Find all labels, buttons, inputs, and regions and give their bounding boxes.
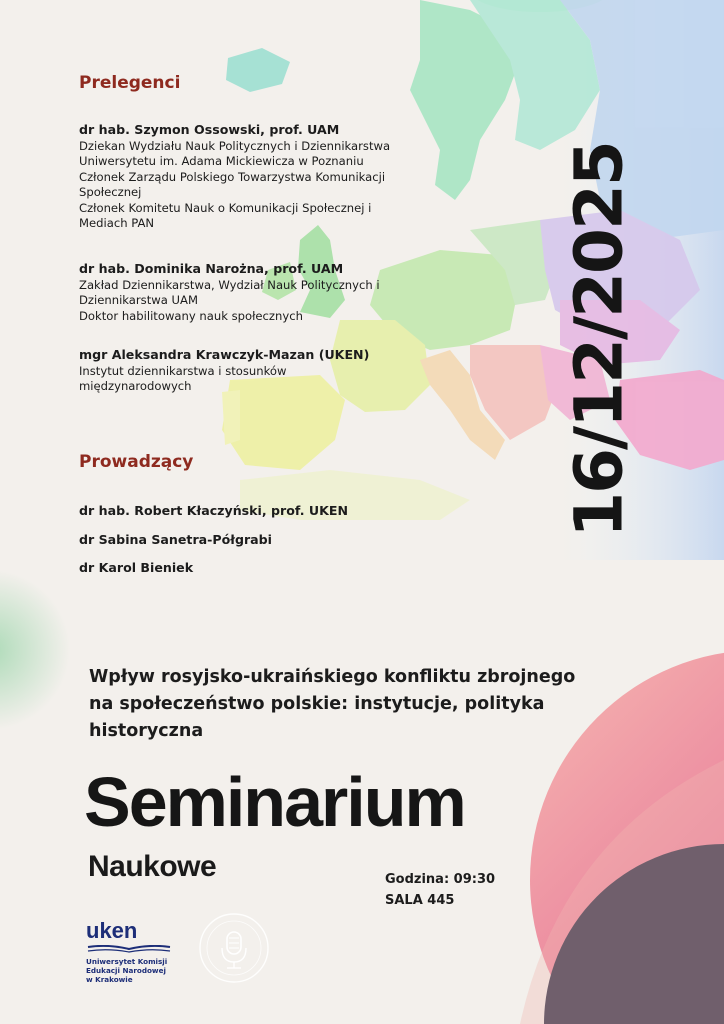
event-date-text: 16/12/2025 (560, 142, 638, 538)
poster-title: Seminarium (84, 763, 465, 841)
book-icon (86, 945, 172, 953)
host-name: dr Sabina Sanetra-Półgrabi (79, 532, 273, 547)
speaker-role-line: Członek Zarządu Polskiego Towarzystwa Komunikacji (79, 169, 386, 184)
speakers-heading: Prelegenci (79, 73, 181, 93)
uken-logo (86, 918, 182, 984)
speaker-role-line: międzynarodowych (79, 379, 192, 393)
seminar-topic (89, 664, 649, 745)
speaker-2 (79, 261, 459, 324)
speaker-3 (79, 347, 459, 395)
host-name: dr Karol Bieniek (79, 560, 194, 575)
speaker-role-line: Zakład Dziennikarstwa, Wydział Nauk Politycznych i (79, 277, 380, 292)
speaker-name: dr hab. Szymon Ossowski, prof. UAM (79, 122, 340, 137)
speaker-1 (79, 122, 459, 232)
speaker-role-line: Mediach PAN (79, 216, 155, 230)
speaker-role-line: Członek Komitetu Nauk o Komunikacji Społecznej i (79, 200, 372, 215)
event-date (514, 90, 684, 590)
speaker-role-line: Instytut dziennikarstwa i stosunków (79, 363, 287, 378)
speaker-name: mgr Aleksandra Krawczyk-Mazan (UKEN) (79, 347, 370, 362)
university-name-line: Uniwersytet Komisji (86, 957, 168, 966)
event-room: SALA 445 (385, 893, 455, 908)
speaker-role-line: Dziennikarstwa UAM (79, 293, 198, 307)
speaker-role-line: Uniwersytetu im. Adama Mickiewicza w Poznaniu (79, 154, 364, 168)
topic-line: historyczna (89, 721, 204, 741)
speaker-role-line: Społecznej (79, 185, 142, 199)
seal-emblem-icon (196, 910, 272, 986)
speaker-name: dr hab. Dominika Narożna, prof. UAM (79, 261, 344, 276)
host-name: dr hab. Robert Kłaczyński, prof. UKEN (79, 503, 349, 518)
event-time: Godzina: 09:30 (385, 872, 496, 887)
hosts-heading: Prowadzący (79, 452, 194, 472)
poster-subtitle: Naukowe (88, 850, 217, 883)
university-name-line: w Krakowie (86, 975, 133, 984)
speaker-role-line: Doktor habilitowany nauk społecznych (79, 308, 303, 323)
university-name-line: Edukacji Narodowej (86, 966, 166, 975)
uken-logo-mark: uken (86, 918, 138, 943)
topic-line: na społeczeństwo polskie: instytucje, polityka (89, 694, 545, 714)
topic-line: Wpływ rosyjsko-ukraińskiego konfliktu zbrojnego (89, 667, 576, 687)
speaker-role-line: Dziekan Wydziału Nauk Politycznych i Dziennikarstwa (79, 138, 391, 153)
